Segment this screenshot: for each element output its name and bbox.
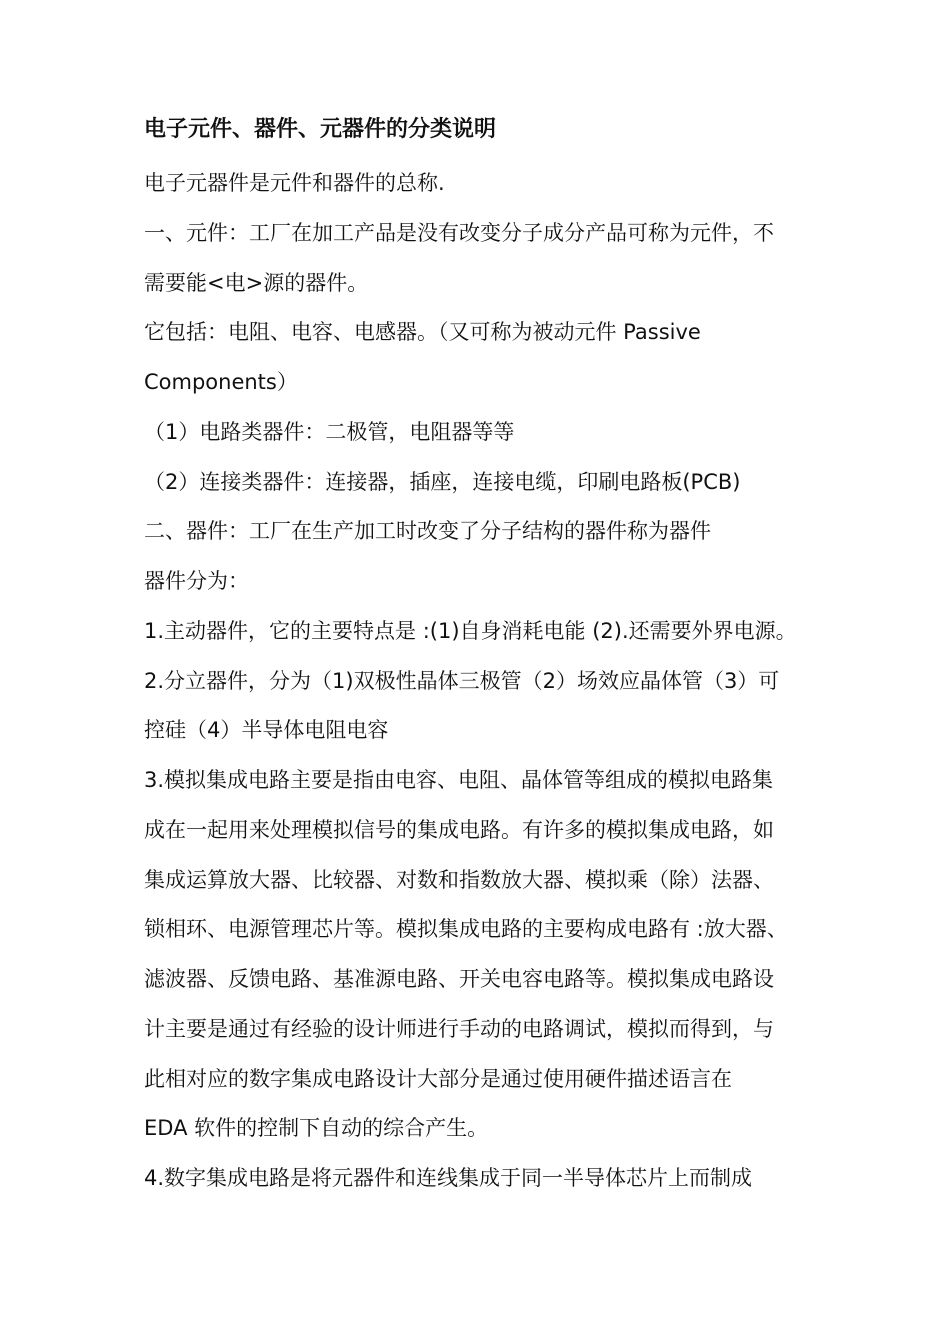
paragraph-line: 一、元件：工厂在加工产品是没有改变分子成分产品可称为元件，不 [144,221,774,245]
paragraph-line: Components） [144,370,298,394]
paragraph-line: 二、器件：工厂在生产加工时改变了分子结构的器件称为器件 [144,519,711,543]
paragraph-line: 计主要是通过有经验的设计师进行手动的电路调试，模拟而得到，与 [144,1017,774,1041]
paragraph-line: 它包括：电阻、电容、电感器。（又可称为被动元件 Passive [144,320,701,344]
paragraph-line: 控硅（4）半导体电阻电容 [144,718,389,742]
paragraph-line: 集成运算放大器、比较器、对数和指数放大器、模拟乘（除）法器、 [144,868,774,892]
paragraph-line: 1.主动器件，它的主要特点是 :(1)自身消耗电能 (2).还需要外界电源。 [144,619,797,643]
paragraph-line: （1）电路类器件：二极管，电阻器等等 [144,420,515,444]
paragraph-line: 3.模拟集成电路主要是指由电容、电阻、晶体管等组成的模拟电路集 [144,768,774,792]
paragraph-line: EDA 软件的控制下自动的综合产生。 [144,1116,489,1140]
paragraph-line: 需要能<电>源的器件。 [144,271,369,295]
paragraph-line: 4.数字集成电路是将元器件和连线集成于同一半导体芯片上而制成 [144,1166,753,1190]
paragraph-line: 滤波器、反馈电路、基准源电路、开关电容电路等。模拟集成电路设 [144,967,774,991]
paragraph-line: 器件分为： [144,569,249,593]
paragraph-line: （2）连接类器件：连接器，插座，连接电缆，印刷电路板(PCB) [144,470,741,494]
paragraph-line: 此相对应的数字集成电路设计大部分是通过使用硬件描述语言在 [144,1067,732,1091]
document-title: 电子元件、器件、元器件的分类说明 [144,117,497,142]
paragraph-line: 成在一起用来处理模拟信号的集成电路。有许多的模拟集成电路，如 [144,818,774,842]
paragraph-line: 电子元器件是元件和器件的总称. [144,171,445,195]
paragraph-line: 锁相环、电源管理芯片等。模拟集成电路的主要构成电路有 :放大器、 [144,917,788,941]
paragraph-line: 2.分立器件，分为（1)双极性晶体三极管（2）场效应晶体管（3）可 [144,669,780,693]
